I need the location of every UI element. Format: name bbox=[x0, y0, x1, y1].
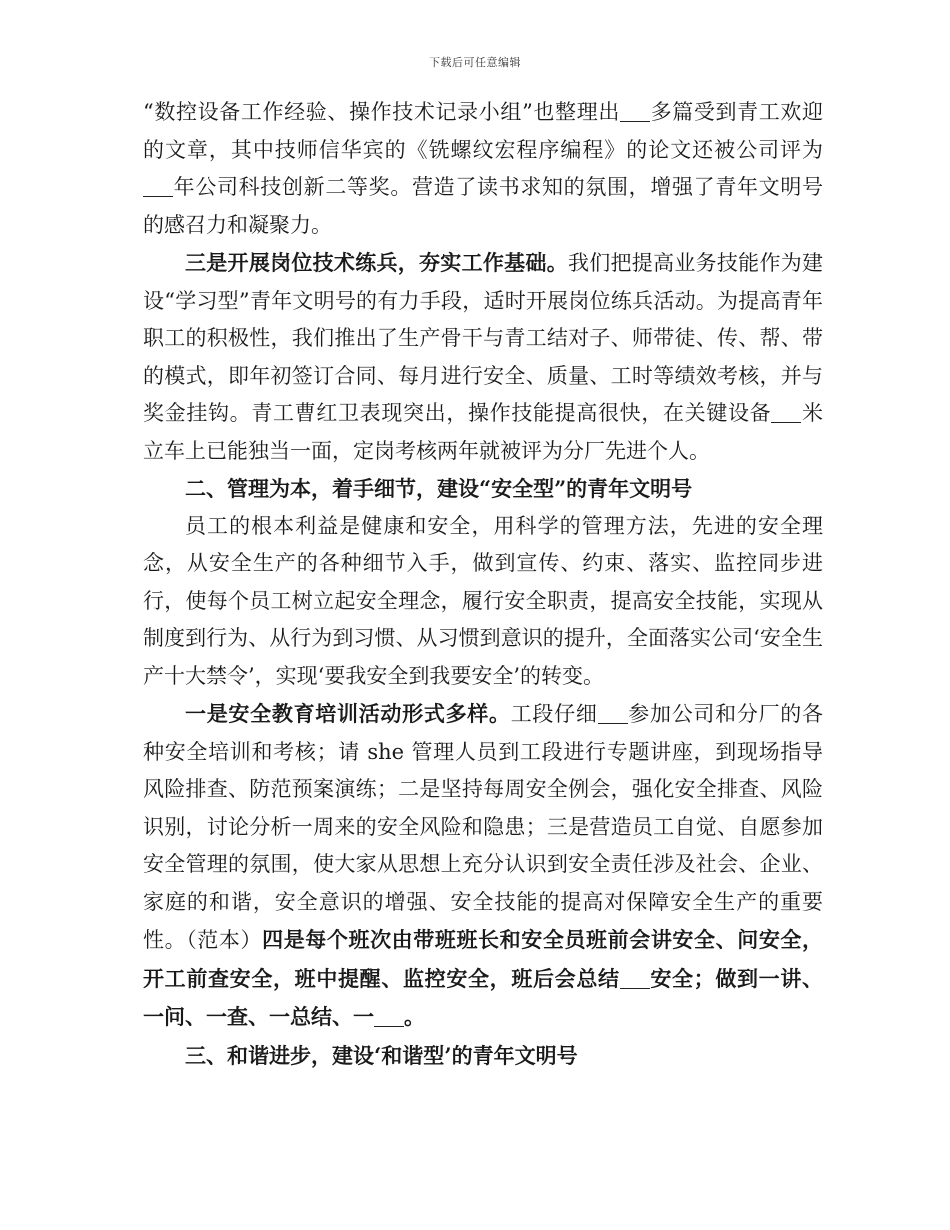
section-heading-3: 三、和谐进步，建设‘和谐型’的青年文明号 bbox=[185, 1042, 578, 1068]
blank-underline bbox=[598, 702, 628, 724]
paragraph-1-text-c: 年公司科技创新二等奖。营造了读书求知的氛围，增强了青年文明号的感召力和凝聚力。 bbox=[143, 175, 823, 237]
paragraph-4 bbox=[143, 695, 823, 1037]
paragraph-4-text-a: 工段仔细 bbox=[510, 702, 598, 726]
paragraph-1-text-b: 多篇受到青工欢迎的文章，其中技师信华宾的《铣螺纹宏程序编程》的论文还被公司评为 bbox=[143, 100, 823, 162]
paragraph-4-lead: 一是安全教育培训活动形式多样。 bbox=[185, 701, 511, 726]
document-body bbox=[143, 94, 823, 1074]
paragraph-1 bbox=[143, 94, 823, 244]
paragraph-3: 员工的根本利益是健康和安全，用科学的管理方法，先进的安全理念，从安全生产的各种细节入手，做到宣传、约束、落实、监控同步进行，使每个员工树立起安全理念，履行安全职责，提高安全技能，实现从制度到行为、从行为到习惯、从习惯到意识的提升，全面落实公司‘安全生产十大禁令’，实现‘要我安全到我要安全’的转变。 bbox=[143, 513, 823, 688]
paragraph-4-bold-a: 四是每个班次由带班班长和安全员班前会讲安全、问安全，开工前查安全，班中提醒、监控安全，班后会总结 bbox=[143, 927, 824, 991]
blank-underline bbox=[374, 1005, 404, 1027]
blank-underline bbox=[620, 100, 650, 122]
paragraph-4-bold-c: 。 bbox=[404, 1004, 425, 1029]
paragraph-1-text-a: “数控设备工作经验、操作技术记录小组”也整理出 bbox=[143, 100, 620, 124]
paragraph-4-text-b: 参加公司和分厂的各种安全培训和考核；请 she 管理人员到工段进行专题讲座，到现场指导风险排查、防范预案演练；二是坚持每周安全例会，强化安全排查、风险识别，讨论分析一周来的安全风险和隐患；三是营造员工自觉、自愿参加安全管理的氛围，使大家从思想上充分认识到安全责任涉及社会、企业、家庭的和谐，安全意识的增强、安全技能的提高对保障安全生产的重要性。（范本） bbox=[143, 702, 824, 952]
paragraph-2-text-b: 米立车上已能独当一面，定岗考核两年就被评为分厂先进个人。 bbox=[143, 401, 824, 463]
blank-underline bbox=[620, 967, 650, 989]
blank-underline bbox=[143, 175, 173, 197]
paragraph-2 bbox=[143, 244, 823, 470]
section-heading-2: 二、管理为本，着手细节，建设“安全型”的青年文明号 bbox=[185, 476, 693, 501]
blank-underline bbox=[771, 401, 801, 423]
page-header: 下载后可任意编辑 bbox=[429, 56, 521, 69]
paragraph-2-lead: 三是开展岗位技术练兵，夯实工作基础。 bbox=[185, 250, 568, 275]
paragraph-2-text-a: 我们把提高业务技能作为建设“学习型”青年文明号的有力手段，适时开展岗位练兵活动。为提高青年职工的积极性，我们推出了生产骨干与青工结对子、师带徒、传、帮、带的模式，即年初签订合同、每月进行安全、质量、工时等绩效考核，并与奖金挂钩。青工曹红卫表现突出，操作技能提高很快，在关键设备 bbox=[143, 251, 824, 425]
paragraph-4-bold-b: 安全；做到一讲、一问、一查、一总结、一 bbox=[143, 965, 824, 1029]
